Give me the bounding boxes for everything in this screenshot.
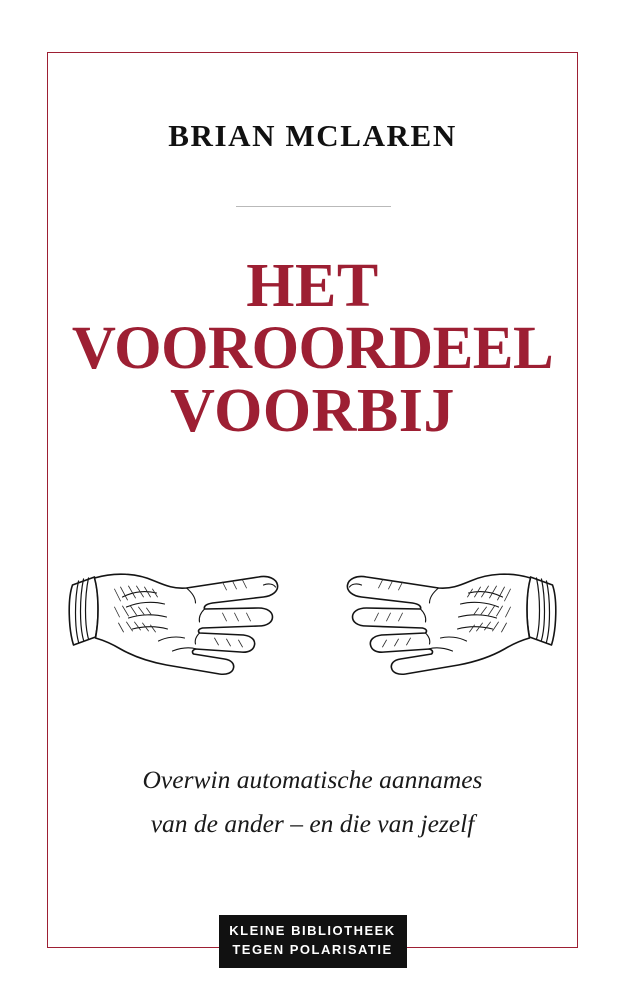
title-line-3: VOORBIJ	[170, 377, 455, 446]
book-subtitle	[70, 758, 555, 846]
subtitle-line-1: Overwin automatische aannames	[142, 765, 483, 794]
title-divider	[236, 206, 391, 207]
imprint-badge	[219, 915, 407, 968]
book-title	[60, 252, 565, 446]
title-line-1: HET	[246, 252, 379, 320]
imprint-line-2: TEGEN POLARISATIE	[232, 941, 393, 957]
imprint-line-1: KLEINE BIBLIOTHEEK	[229, 923, 396, 938]
author-name: BRIAN MCLAREN	[168, 118, 457, 153]
two-pointing-hands-illustration	[62, 545, 563, 680]
subtitle-line-2: van de ander – en die van jezelf	[150, 808, 475, 838]
title-line-2: VOOROORDEEL	[71, 315, 554, 383]
